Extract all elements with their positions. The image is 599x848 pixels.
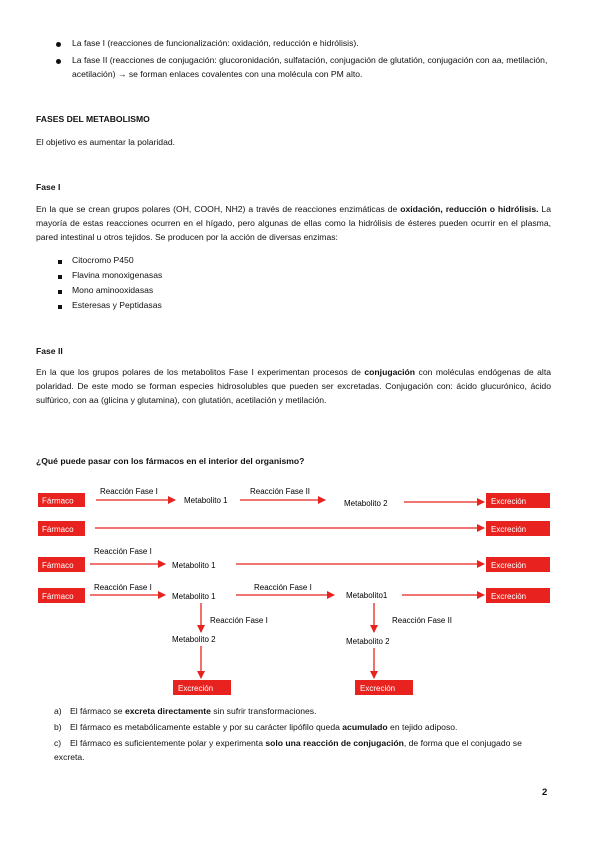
answer-bold: acumulado [342,722,388,732]
page-number: 2 [542,787,548,798]
metabolito-label: Metabolito 1 [172,561,216,570]
answer-text: en tejido adiposo. [387,722,458,732]
metabolito-label: Metabolito 2 [346,637,390,646]
answer-label: b) [54,722,62,732]
answer-text: sin sufrir transformaciones. [210,706,317,716]
metabolito-label: Metabolito 2 [344,499,388,508]
fase2-text-c: con moléculas endógenas de alta polaridad. De este modo se forman especies hidrosolubles que pueden ser excretadas. Conjugación con: ácido glucurónico, ácido sulfúrico, con aa (glicina y glutamina), con glutatión, acetilación y metilación. [36,367,551,405]
reaccion-label: Reacción Fase I [94,547,152,556]
excrecion-label: Excreción [491,592,527,601]
farmaco-label: Fármaco [42,496,74,506]
enzyme-item: Flavina monoxigenasas [72,270,163,280]
metabolito-label: Metabolito 1 [184,496,228,505]
reaccion-label: Reacción Fase II [250,487,311,496]
enzyme-item: Citocromo P450 [72,255,134,265]
excrecion-label: Excreción [491,497,527,506]
section-title: FASES DEL METABOLISMO [36,114,150,124]
enzyme-bullet [58,305,62,309]
fase2-text-a: En la que los grupos polares de los metabolitos Fase I experimentan procesos de [36,367,365,377]
answer-label: c) [54,738,62,748]
reaccion-label: Reacción Fase I [210,616,268,625]
objective-text: El objetivo es aumentar la polaridad. [36,137,176,147]
fase2-title: Fase II [36,346,63,356]
answer-a [54,704,554,718]
answer-text: El fármaco es metabólicamente estable y por su carácter lipófilo queda [70,722,343,732]
fase1-text-a: En la que se crean grupos polares (OH, COOH, NH2) a través de reacciones enzimáticas de [36,204,401,214]
fase1-text-c: La mayoría de estas reacciones ocurren en el hígado, pero algunas de ellas como la hidrólisis de ésteres pueden ocurrir en el plasma, pared intestinal u otros tejidos. Se producen por la acción de diversas enzimas: [36,204,551,242]
bullet-fase1: La fase I (reacciones de funcionalización: oxidación, reducción e hidrólisis). [72,38,359,48]
answer-bold: solo una reacción de conjugación [265,738,404,748]
answer-bold: excreta directamente [124,706,211,716]
enzyme-bullet [58,290,62,294]
fase2-text-b: conjugación [364,367,416,377]
excrecion-label: Excreción [491,525,527,534]
answer-text: El fármaco es suficientemente polar y experimenta [70,738,266,748]
fase1-paragraph [36,202,551,244]
fase2-paragraph [36,365,551,407]
farmaco-label: Fármaco [42,592,74,601]
answer-text: El fármaco se [70,706,125,716]
answer-label: a) [54,706,62,716]
enzyme-bullet [58,260,62,264]
excrecion-label: Excreción [360,684,396,693]
answer-b [54,720,554,734]
question-title: ¿Qué puede pasar con los fármacos en el interior del organismo? [36,456,305,466]
metabolito-label: Metabolito 1 [172,592,216,601]
excrecion-label: Excreción [178,684,214,693]
metabolito-label: Metabolito 2 [172,635,216,644]
answer-c [54,736,551,764]
bullet-dot [56,42,61,47]
farmaco-label: Fármaco [42,525,74,534]
reaccion-label: Reacción Fase I [100,487,158,496]
bullet-fase2: La fase II (reacciones de conjugación: glucoronidación, sulfatación, conjugación de glutatión, conjugación con aa, metilación, acetilación) → se forman enlaces covalentes con una molécula con PM alto. [72,55,548,79]
reaccion-label: Reacción Fase II [392,616,453,625]
excrecion-label: Excreción [491,561,527,570]
enzyme-item: Mono aminooxidasas [72,285,154,295]
reaccion-label: Reacción Fase I [254,583,312,592]
answer-text: , de forma que el conjugado se excreta. [54,738,522,762]
metabolito-label: Metabolito1 [346,591,388,600]
farmaco-label: Fármaco [42,561,74,570]
fase1-title: Fase I [36,182,61,192]
bullet-dot [56,59,61,64]
fase1-text-b: oxidación, reducción o hidrólisis. [400,204,539,214]
enzyme-bullet [58,275,62,279]
enzyme-item: Esteresas y Peptidasas [72,300,162,310]
reaccion-label: Reacción Fase I [94,583,152,592]
metabolism-diagram [0,470,599,710]
